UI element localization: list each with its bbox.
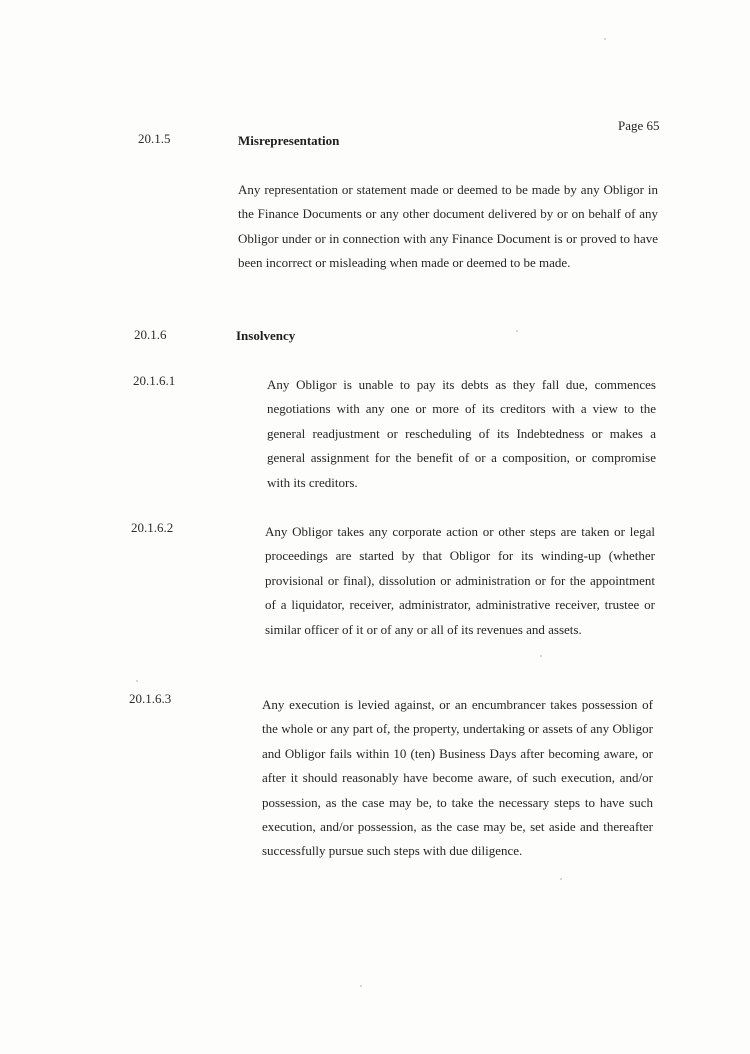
scan-speck [604,38,606,40]
scan-speck [516,330,518,332]
clause-number-20-1-6: 20.1.6 [134,327,167,342]
clause-number-20-1-5: 20.1.5 [138,131,171,146]
page-number: Page 65 [618,118,660,133]
scan-speck [136,680,138,682]
clause-text-20-1-6-2: Any Obligor takes any corporate action or other steps are taken or legal proceedings are started by that Obligor for its winding-up (whether provisional or final), dissolution or administration or for the appointment of a liquidator, receiver, administrator, administrative receiver, trustee or similar officer of it or of any or all of its revenues and assets. [265,524,655,637]
clause-number-20-1-6-2: 20.1.6.2 [131,520,174,535]
scan-speck [360,985,362,987]
clause-number-20-1-6-3: 20.1.6.3 [129,691,172,706]
scan-speck [560,878,562,880]
clause-number-20-1-6-1: 20.1.6.1 [133,373,176,388]
clause-text-20-1-5: Any representation or statement made or deemed to be made by any Obligor in the Finance Documents or any other document delivered by or on behalf of any Obligor under or in connection with any Finance Document is or proved to have been incorrect or misleading when made or deemed to be made. [238,182,658,271]
scan-speck [540,655,542,657]
clause-heading-insolvency: Insolvency [236,328,296,343]
clause-heading-misrepresentation: Misrepresentation [238,133,340,148]
clause-text-20-1-6-3: Any execution is levied against, or an encumbrancer takes possession of the whole or any part of, the property, undertaking or assets of any Obligor and Obligor fails within 10 (ten) Business Days after becoming aware, or after it should reasonably have become aware, of such execution, and/or possession, as the case may be, to take the necessary steps to have such execution, and/or possession, as the case may be, set aside and thereafter successfully pursue such steps with due diligence. [262,697,653,859]
clause-text-20-1-6-1: Any Obligor is unable to pay its debts as they fall due, commences negotiations with any one or more of its creditors with a view to the general readjustment or rescheduling of its Indebtedness or makes a general assignment for the benefit of or a composition, or compromise with its creditors. [267,377,656,490]
